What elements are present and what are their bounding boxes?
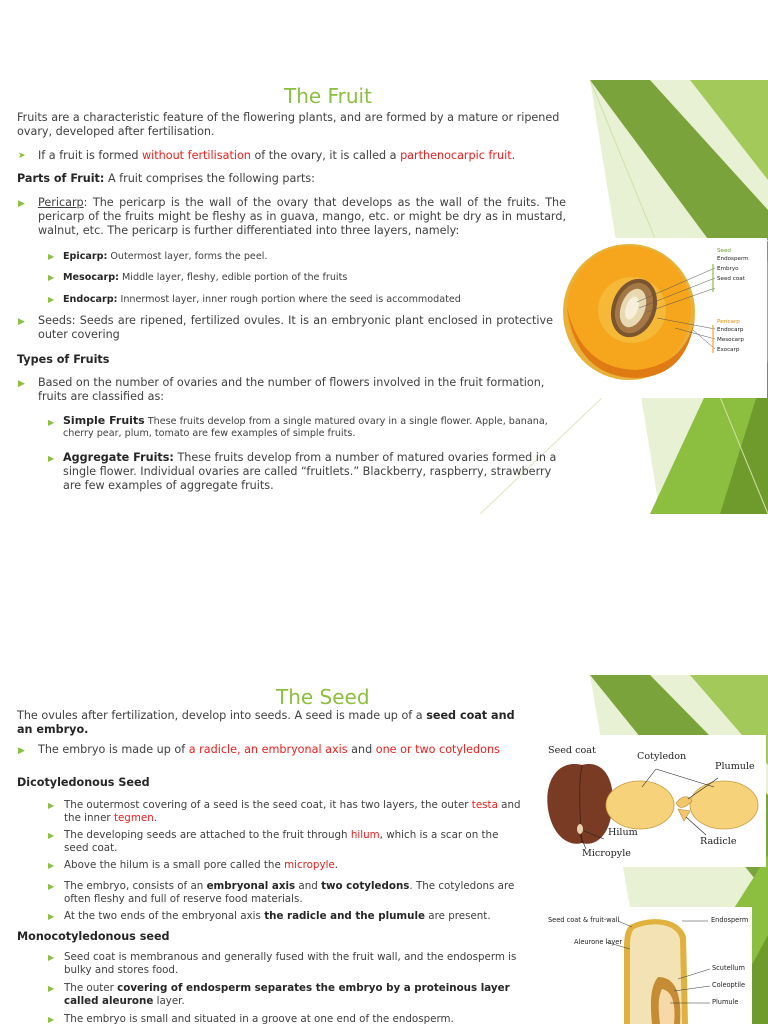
type-aggregate: Aggregate Fruits: These fruits develop from a number of matured ovaries formed in a single flower. Individual ovaries are called “fruitlets.” Blackberry, raspberry, strawberry are few examples of aggregate fruits. — [63, 451, 557, 492]
label-scutellum: Scutellum — [712, 964, 745, 972]
mono-heading: Monocotyledonous seed — [17, 930, 170, 943]
dicot-seed-diagram — [538, 735, 766, 867]
page-title: The Seed — [276, 685, 370, 709]
seeds-point: Seeds: Seeds are ripened, fertilized ovules. It is an embryonic plant enclosed in protective outer covering — [38, 314, 553, 341]
bullet-triangle-icon: ▶ — [48, 454, 55, 463]
label-radicle: Radicle — [700, 836, 737, 847]
types-intro: Based on the number of ovaries and the number of flowers involved in the fruit formation, fruits are classified as: — [38, 376, 545, 403]
seed-intro: The ovules after fertilization, develop into seeds. A seed is made up of a seed coat and an embryo. — [17, 709, 515, 736]
dicot-point-embryo: The embryo, consists of an embryonal axis and two cotyledons. The cotyledons are often fleshy and full of reserve food materials. — [64, 880, 515, 905]
bullet-triangle-icon: ▶ — [18, 379, 25, 389]
fruit-diagram — [557, 238, 767, 398]
layer-mesocarp: Mesocarp: Middle layer, fleshy, edible portion of the fruits — [63, 272, 348, 283]
label-endocarp: Endocarp — [717, 327, 744, 333]
bullet-triangle-icon: ▶ — [48, 912, 55, 921]
mono-point-embryo: The embryo is small and situated in a groove at one end of the endosperm. — [64, 1013, 454, 1024]
bullet-arrow-icon: ➤ — [18, 151, 26, 161]
label-embryo: Embryo — [717, 266, 739, 272]
bullet-triangle-icon: ▶ — [48, 1015, 55, 1024]
label-seed-coat-fruit-wall: Seed coat & fruit-wall — [548, 916, 620, 924]
label-aleurone-layer: Aleurone layer — [574, 938, 623, 946]
bullet-triangle-icon: ▶ — [48, 273, 55, 282]
page-title: The Fruit — [284, 84, 372, 108]
bullet-triangle-icon: ▶ — [48, 801, 55, 810]
monocot-seed-diagram — [540, 907, 752, 1024]
bullet-triangle-icon: ▶ — [48, 418, 55, 427]
label-plumule: Plumule — [715, 761, 755, 772]
bullet-triangle-icon: ▶ — [48, 861, 55, 870]
mono-point-aleurone: The outer covering of endosperm separates the embryo by a proteinous layer called aleurone layer. — [64, 982, 510, 1007]
bullet-triangle-icon: ▶ — [48, 252, 55, 261]
dicot-point-hilum: The developing seeds are attached to the fruit through hilum, which is a scar on the seed coat. — [64, 829, 499, 854]
label-seed: Seed — [717, 248, 731, 254]
slide-fruit — [0, 60, 768, 514]
bullet-triangle-icon: ▶ — [48, 882, 55, 891]
layer-endocarp: Endocarp: Innermost layer, inner rough portion where the seed is accommodated — [63, 294, 461, 305]
bullet-triangle-icon: ▶ — [48, 831, 55, 840]
label-micropyle: Micropyle — [582, 848, 631, 859]
label-coleoptile: Coleoptile — [712, 981, 746, 989]
label-endosperm: Endosperm — [711, 916, 749, 924]
label-seed-coat: Seed coat — [717, 276, 745, 282]
bullet-triangle-icon: ▶ — [18, 199, 25, 209]
label-cotyledon: Cotyledon — [637, 751, 687, 762]
fruit-intro: Fruits are a characteristic feature of the flowering plants, and are formed by a mature or ripened ovary, developed after fertilisation. — [17, 111, 560, 138]
bullet-triangle-icon: ▶ — [18, 317, 25, 327]
layer-epicarp: Epicarp: Outermost layer, forms the peel. — [63, 251, 268, 262]
label-mesocarp: Mesocarp — [717, 337, 744, 343]
label-pericarp: Pericarp — [717, 319, 740, 325]
dicot-point-micropyle: Above the hilum is a small pore called the micropyle. — [64, 859, 339, 871]
embryo-point: The embryo is made up of a radicle, an embryonal axis and one or two cotyledons — [38, 743, 500, 756]
label-exocarp: Exocarp — [717, 347, 740, 353]
type-simple: Simple Fruits These fruits develop from a single matured ovary in a single flower. Apple, banana, cherry pear, plum, tomato are few examples of simple fruits. — [63, 414, 548, 439]
label-hilum: Hilum — [608, 827, 638, 838]
mono-point-seed-coat: Seed coat is membranous and generally fused with the fruit wall, and the endosperm is bulky and stores food. — [64, 951, 517, 976]
label-seed-coat: Seed coat — [548, 745, 596, 756]
dicot-heading: Dicotyledonous Seed — [17, 776, 150, 789]
slide-seed — [0, 675, 768, 1024]
pericarp-point: Pericarp: The pericarp is the wall of the ovary that develops as the wall of the fruits. The pericarp of the fruits might be fleshy as in guava, mango, etc. or might be dry as in mustard, walnut, etc. The pericarp is further differentiated into three layers, namely: — [38, 196, 566, 237]
bullet-triangle-icon: ▶ — [48, 984, 55, 993]
bullet-triangle-icon: ▶ — [48, 953, 55, 962]
label-plumule: Plumule — [712, 998, 739, 1006]
dicot-point-radicle-plumule: At the two ends of the embryonal axis the radicle and the plumule are present. — [64, 910, 491, 922]
parthenocarpy-point: If a fruit is formed without fertilisation of the ovary, it is called a parthenocarpic fruit. — [38, 149, 516, 162]
dicot-point-seed-coat: The outermost covering of a seed is the seed coat, it has two layers, the outer testa and the inner tegmen. — [64, 799, 521, 824]
parts-of-fruit: Parts of Fruit: A fruit comprises the following parts: — [17, 172, 315, 185]
bullet-triangle-icon: ▶ — [18, 746, 25, 756]
label-endosperm: Endosperm — [717, 256, 749, 262]
bullet-triangle-icon: ▶ — [48, 295, 55, 304]
types-heading: Types of Fruits — [17, 353, 110, 366]
